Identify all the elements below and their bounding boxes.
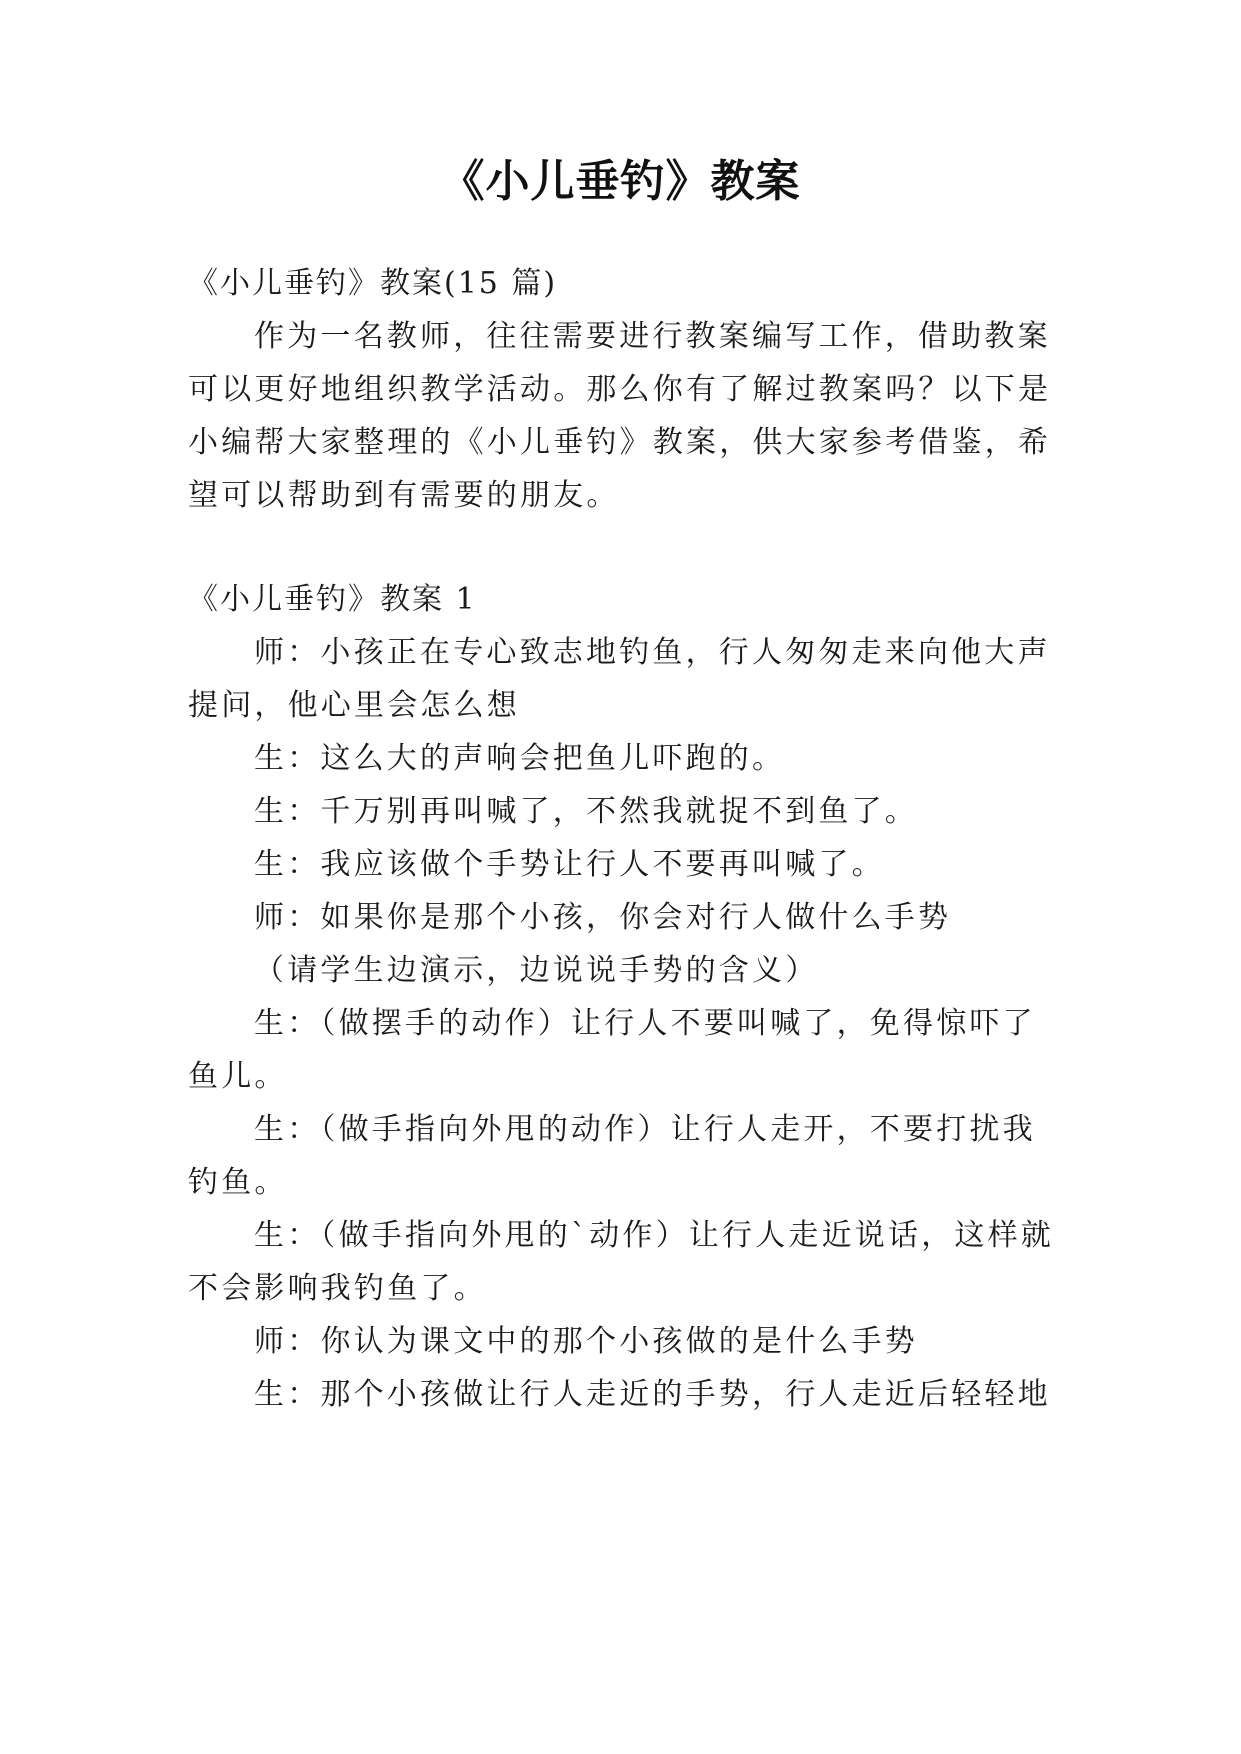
body-line: 生：（做手指向外甩的`动作）让行人走近说话，这样就 <box>254 1218 1054 1253</box>
intro-line-3: 小编帮大家整理的《小儿垂钓》教案，供大家参考借鉴，希 <box>188 425 1052 460</box>
body-line: （请学生边演示，边说说手势的含义） <box>254 953 819 988</box>
body-line: 师：如果你是那个小孩，你会对行人做什么手势 <box>254 900 952 935</box>
body-line: 钓鱼。 <box>188 1165 288 1200</box>
intro-line-1: 作为一名教师，往往需要进行教案编写工作，借助教案 <box>254 319 1051 354</box>
body-line: 生：我应该做个手势让行人不要再叫喊了。 <box>254 847 885 882</box>
body-line: 生：（做手指向外甩的动作）让行人走开，不要打扰我 <box>254 1112 1036 1147</box>
body-line: 生：这么大的声响会把鱼儿吓跑的。 <box>254 741 786 776</box>
intro-line-2: 可以更好地组织教学活动。那么你有了解过教案吗？以下是 <box>188 372 1052 407</box>
body-line: 师：你认为课文中的那个小孩做的是什么手势 <box>254 1324 918 1359</box>
subtitle-line: 《小儿垂钓》教案(15 篇) <box>188 266 558 301</box>
body-line: 师：小孩正在专心致志地钓鱼，行人匆匆走来向他大声 <box>254 635 1051 670</box>
body-line: 生：（做摆手的动作）让行人不要叫喊了，免得惊吓了 <box>254 1006 1036 1041</box>
intro-line-4: 望可以帮助到有需要的朋友。 <box>188 478 620 513</box>
document-title: 《小儿垂钓》教案 <box>440 156 801 207</box>
body-line: 生：那个小孩做让行人走近的手势，行人走近后轻轻地 <box>254 1377 1051 1412</box>
body-line: 鱼儿。 <box>188 1059 288 1094</box>
body-line: 生：千万别再叫喊了，不然我就捉不到鱼了。 <box>254 794 918 829</box>
body-line: 提问，他心里会怎么想 <box>188 688 520 723</box>
body-line: 不会影响我钓鱼了。 <box>188 1271 487 1306</box>
section-heading: 《小儿垂钓》教案 1 <box>188 582 477 617</box>
